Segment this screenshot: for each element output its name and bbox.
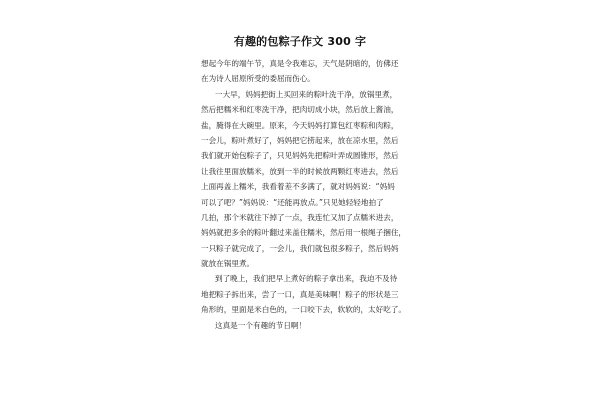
document-line: 到了晚上，我们把早上煮好的粽子拿出来，我迫不及待	[215, 274, 398, 284]
document-body	[201, 56, 407, 333]
document-line: 一大早，妈妈把街上买回来的粽叶洗干净，放锅里煮，	[215, 89, 398, 99]
document-line: 一只粽子就完成了，一会儿，我们就包很多粽子，然后妈妈	[201, 243, 399, 253]
document-line: 想起今年的端午节，真是令我难忘，天气是阴暗的，仿佛还	[201, 59, 399, 68]
document-line: 在为诗人屈原所受的委屈而伤心。	[201, 74, 315, 84]
document-line: 这真是一个有趣的节日啊！	[215, 320, 307, 330]
document-line: 盐，腌得在大碗里。原来，今天妈妈打算包红枣粽和肉粽，	[201, 120, 399, 130]
document-line: 妈妈就把多余的粽叶翻过来盖住糯米，然后用一根绳子捆住，	[201, 228, 407, 238]
document-title: 有趣的包粽子作文 300 字	[233, 35, 367, 48]
document-line: 可以了吧？”妈妈说：“还能再放点。”只见她轻轻地拍了	[201, 197, 384, 207]
document-line: 就放在锅里煮。	[201, 259, 255, 269]
document-line: 一会儿，粽叶煮好了，妈妈把它捞起来，放在凉水里，然后	[201, 135, 399, 145]
document-line: 然后把糯米和红枣洗干净，把肉切成小块，然后放上酱油，	[201, 105, 399, 115]
document-line: 几拍，那个米就往下掉了一点，我连忙又加了点糯米进去，	[201, 212, 399, 222]
document-line: 我们就开始包粽子了，只见妈妈先把粽叶弄成圆锥形，然后	[201, 151, 399, 161]
document-line: 上面再盖上糯米，我看着差不多满了，就对妈妈说：“妈妈	[201, 182, 395, 192]
document-line: 让我往里面放糯米，放到一半的时候放两颗红枣进去，然后	[201, 166, 399, 176]
document-line: 角形的，里面是米白色的，一口咬下去，软软的，太好吃了。	[201, 305, 407, 315]
document-line: 地把粽子拆出来，尝了一口，真是美味啊！粽子的形状是三	[201, 289, 399, 299]
